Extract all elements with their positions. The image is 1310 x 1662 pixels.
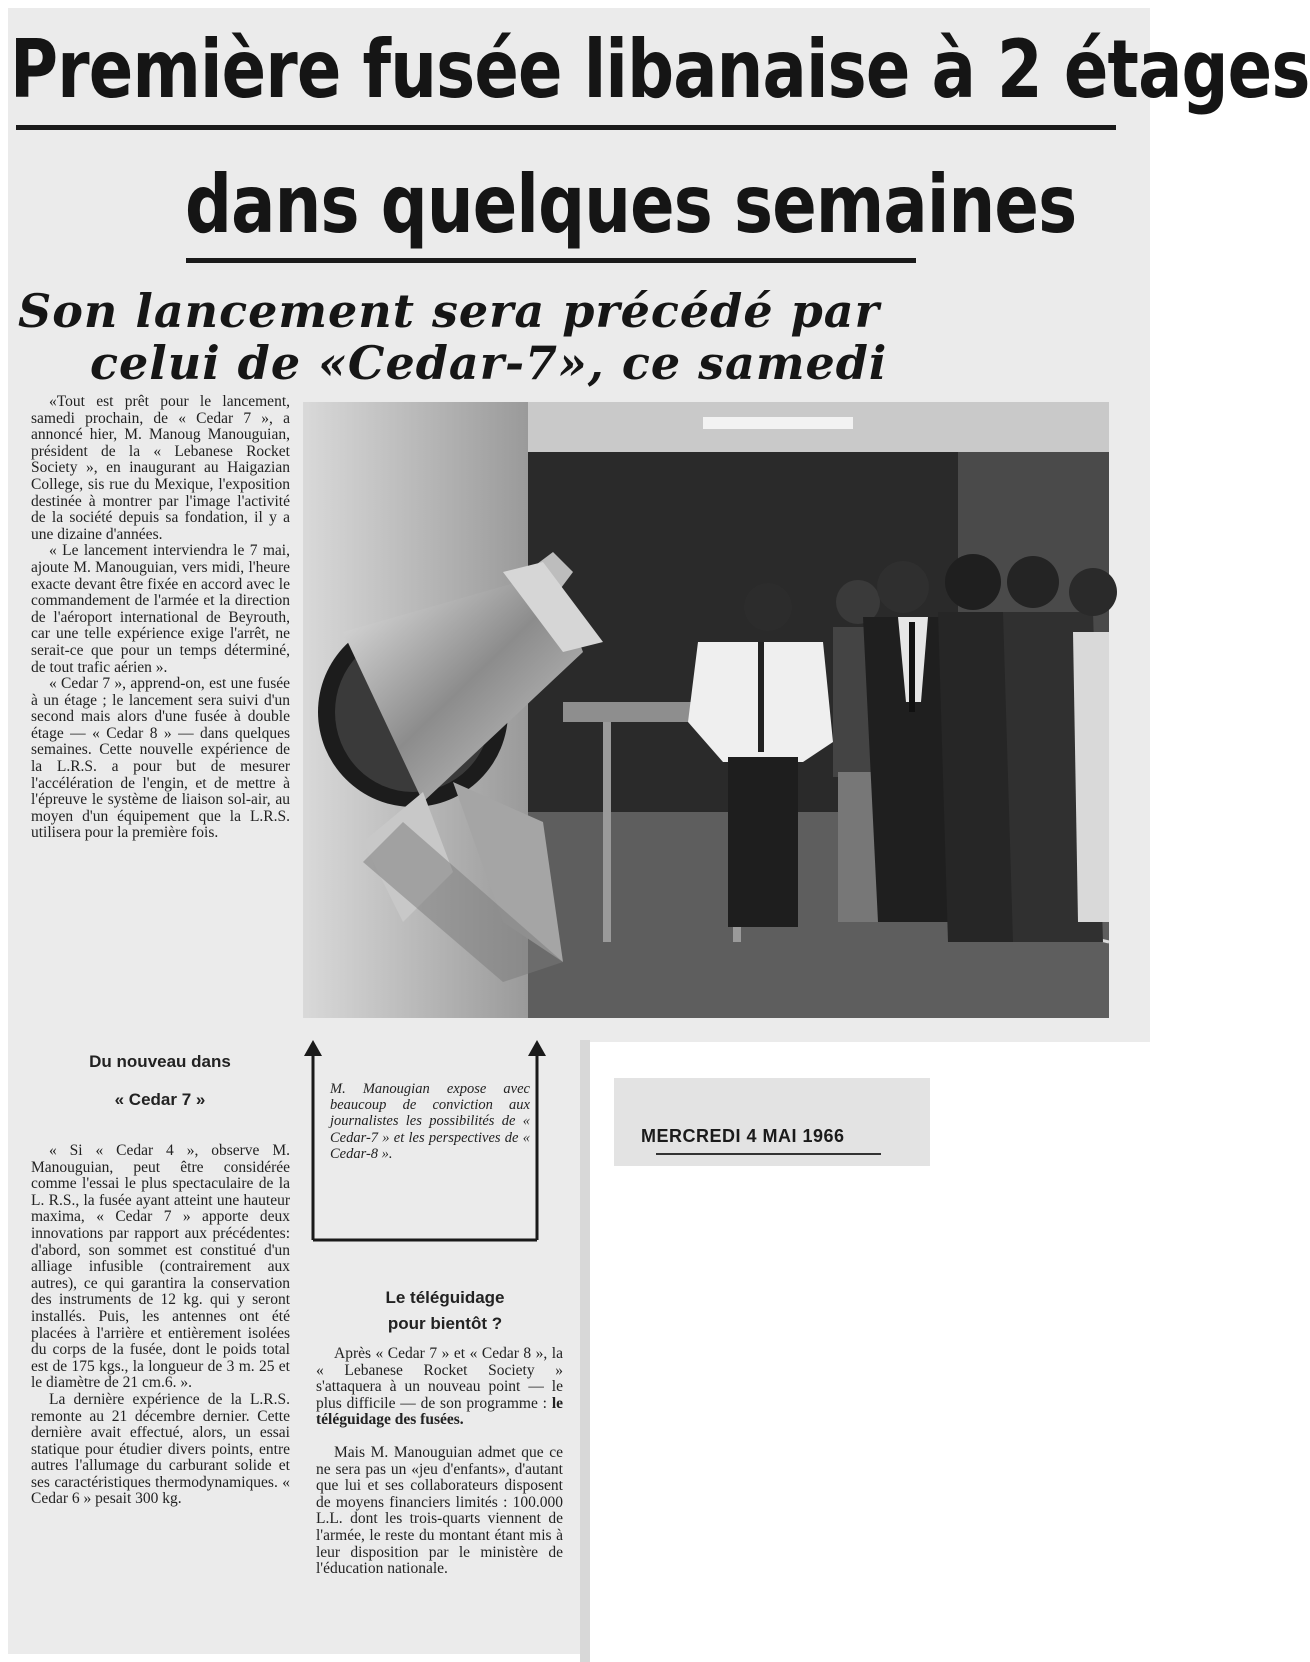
paragraph: « Le lancement interviendra le 7 mai, ajoute M. Manouguian, vers midi, l'heure exacte devant être fixée en accord avec le commandement de l'armée et la direction de l'aéroport international de Beyrouth, car une telle expérience exige l'arrêt, ne serait-ce que pour un temps déterminé, de tout trafic aérien ». [31, 542, 290, 676]
paragraph: La dernière expérience de la L.R.S. remonte au 21 décembre dernier. Cette dernière avait effectué, alors, un essai statique pour étudier divers points, entre autres l'allumage du carburant solide et ses caractéristiques thermodynamiques. « Cedar 6 » pesait 300 kg. [31, 1390, 290, 1508]
paragraph-text: Après « Cedar 7 » et « Cedar 8 », la « Lebanese Rocket Society » s'attaquera à un nouveau point — le plus difficile — de son programme : [316, 1345, 563, 1412]
article-intro [31, 394, 290, 842]
section2-title-line1: Le téléguidage [385, 1288, 505, 1307]
headline-rule-2 [186, 258, 916, 263]
section1-title-line2: « Cedar 7 » [114, 1090, 206, 1109]
section1-body [31, 1143, 290, 1508]
date-underline [656, 1153, 881, 1155]
publication-date: MERCREDI 4 MAI 1966 [641, 1126, 845, 1146]
paragraph: «Tout est prêt pour le lancement, samedi prochain, de « Cedar 7 », a annoncé hier, M. Manoug Manouguian, président de la « Lebanese Rocket Society », en inaugurant au Haigazian College, sis rue du Mexique, l'exposition destinée à montrer par l'image l'activité de la société depuis sa fondation, il y a une dizaine d'années. [31, 393, 290, 543]
section2-title [330, 1288, 560, 1334]
paragraph: « Cedar 7 », apprend-on, est une fusée à un étage ; le lancement sera suivi d'un second mais alors d'une fusée à double étage — « Cedar 8 » — dans quelques semaines. Cette nouvelle expérience de la L.R.S. a pour but de mesurer l'accélération de l'engin, et de mettre à l'épreuve le système de liaison sol-air, au moyen d'un équipement que la L.R.S. utilisera pour la première fois. [31, 675, 290, 842]
subheadline-line2: celui de «Cedar-7», ce samedi [90, 336, 888, 390]
paragraph-bold: le téléguidage des fusées. [316, 1394, 563, 1429]
section2-title-line2: pour bientôt ? [387, 1314, 503, 1333]
subheadline-line1: Son lancement sera précédé par [18, 284, 880, 338]
section1-title-line1: Du nouveau dans [89, 1052, 231, 1071]
clipping-edge [580, 1040, 590, 1662]
paragraph: « Si « Cedar 4 », observe M. Manouguian, peut être considérée comme l'essai le plus spectaculaire de la L. R.S., la fusée ayant atteint une hauteur maxima, « Cedar 7 » apporte deux innovations par rapport aux précédentes: d'abord, son sommet est constitué d'un alliage infusible (contrairement aux autres), ce qui garantira la conservation des instruments de 12 kg. qui y seront installés. Puis, les antennes ont été placées à l'arrière et entièrement isolées du corps de la fusée, dont le poids total est de 175 kgs., la longueur de 3 m. 25 et le diamètre de 21 cm.6. ». [31, 1142, 290, 1392]
rocket-exhibition-photo [303, 402, 1109, 1018]
bleed-through-text [303, 1018, 1109, 1030]
paragraph: Mais M. Manouguian admet que ce ne sera pas un «jeu d'enfants», d'autant que lui et ses collaborateurs disposent de moyens financiers limités : 100.000 L.L. dont les trois-quarts viennent de l'armée, le reste du montant étant mis à leur disposition par le ministère de l'éducation nationale. [316, 1443, 563, 1578]
headline-line1: Première fusée libanaise à 2 étages [10, 23, 1310, 116]
press-photo [303, 402, 1109, 1018]
headline-line2: dans quelques semaines [185, 158, 1077, 251]
section2-body [316, 1346, 563, 1578]
section1-title [40, 1052, 280, 1110]
paragraph [316, 1346, 563, 1429]
headline-rule [16, 125, 1116, 130]
photo-caption: M. Manougian expose avec beaucoup de conviction aux journalistes les possibilités de « Cedar-7 » et les perspectives de « Cedar-8 ». [330, 1081, 530, 1162]
